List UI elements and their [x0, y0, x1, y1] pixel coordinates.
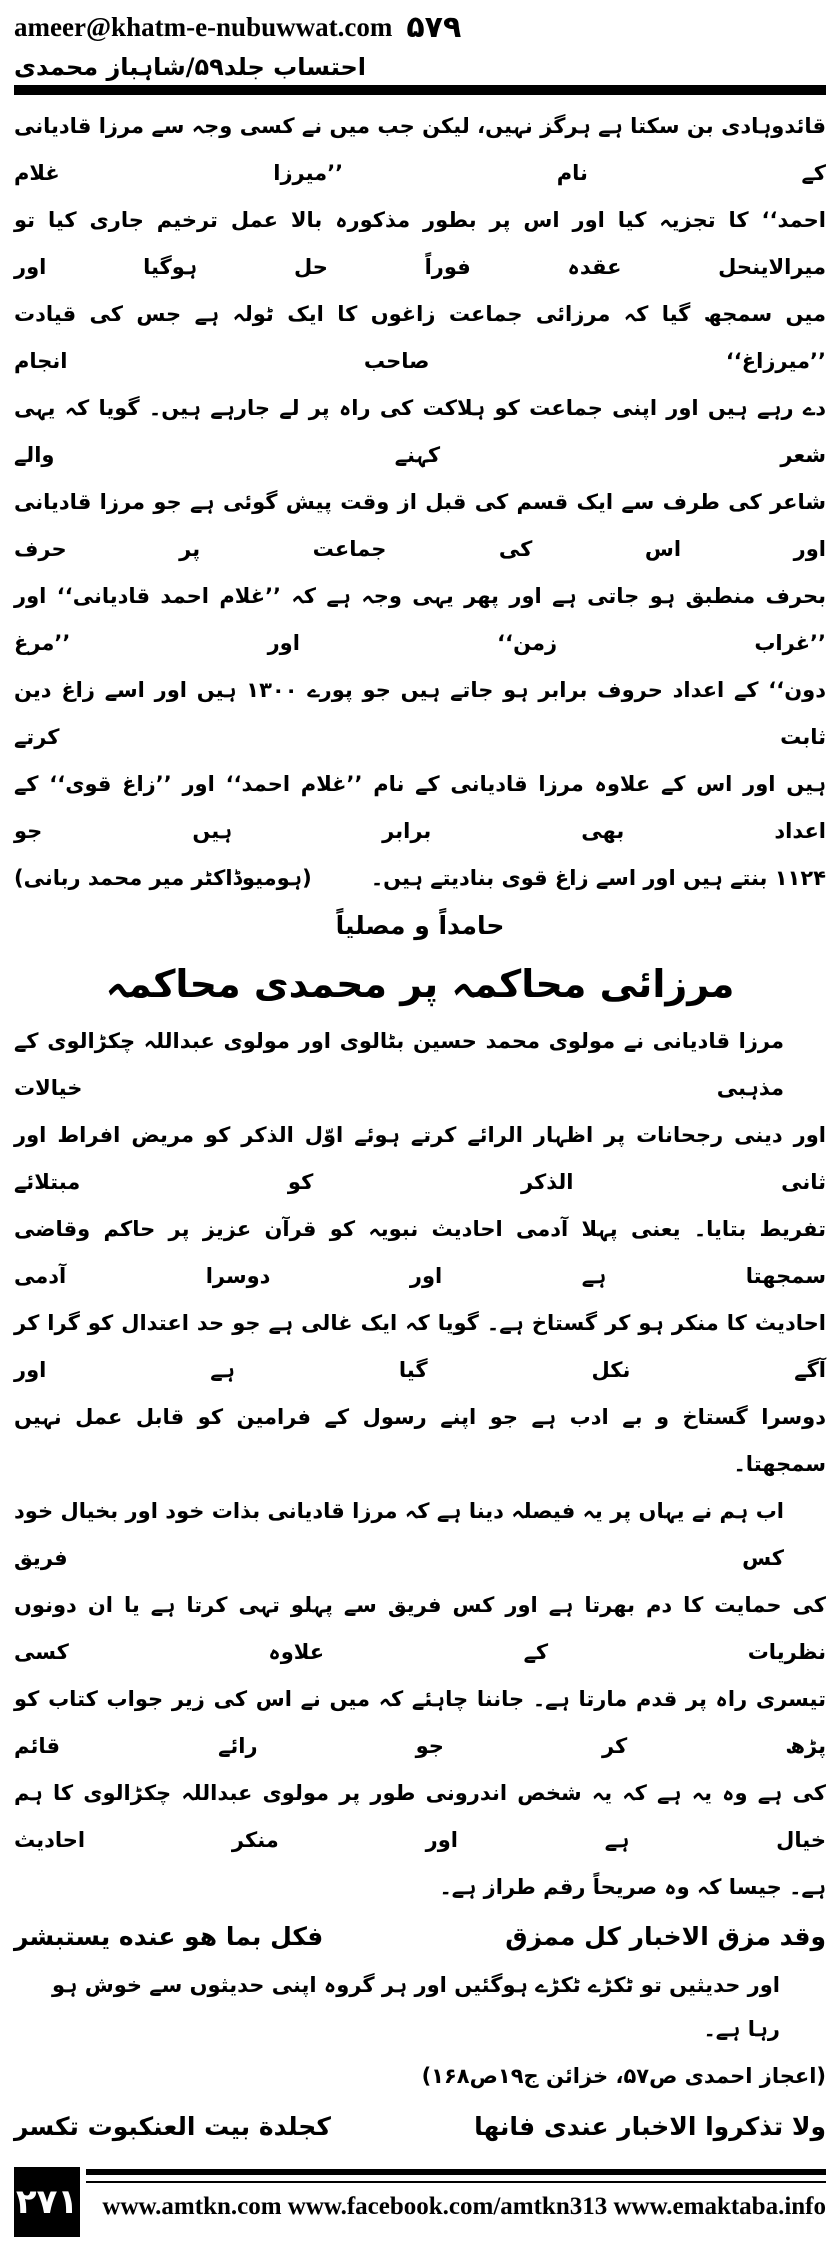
text-line: اب ہم نے یہاں پر یہ فیصلہ دینا ہے کہ مرزا قادیانی بذات خود اور بخیال خود کس فریق	[14, 1499, 784, 1570]
text-line: احمد‘‘ کا تجزیہ کیا اور اس پر بطور مذکورہ بالا عمل ترخیم جاری کیا تو میرالاینحل عقدہ فوراً حل ہوگیا اور	[14, 208, 826, 279]
footer-rule	[86, 2181, 826, 2183]
header-book-title: احتساب جلد۵۹/شاہباز محمدی	[14, 53, 367, 81]
header-rule	[14, 85, 826, 95]
verse-hemistich: کجلدة بیت العنکبوت تکسر	[14, 2112, 331, 2141]
header	[14, 10, 826, 81]
text-line: دے رہے ہیں اور اپنی جماعت کو ہلاکت کی راہ پر لے جارہے ہیں۔ گویا کہ یہی شعر کہنے والے	[14, 396, 826, 467]
text-line: قائدوہادی بن سکتا ہے ہرگز نہیں، لیکن جب میں نے کسی وجہ سے مرزا قادیانی کے نام ’’میرزا غلام	[14, 114, 826, 185]
reference: (اعجاز احمدی ص۵۷، خزائن ج۱۹ص۱۶۸)	[421, 2064, 826, 2088]
header-left	[14, 10, 461, 45]
text-line: بحرف منطبق ہو جاتی ہے اور پھر یہی وجہ ہے کہ ’’غلام احمد قادیانی‘‘ اور ’’غراب زمن‘‘ اور ’’مرغ	[14, 584, 826, 655]
verse-1-translation: اور حدیثیں تو ٹکڑے ٹکڑے ہوگئیں اور ہر گروہ اپنی حدیثوں سے خوش ہو رہا ہے۔	[51, 1973, 780, 2041]
footer	[14, 2153, 826, 2237]
text-line: کی حمایت کا دم بھرتا ہے اور کس فریق سے پہلو تہی کرتا ہے یا ان دونوں نظریات کے علاوہ کسی	[14, 1593, 826, 1664]
text-line: مرزا قادیانی نے مولوی محمد حسین بٹالوی اور مولوی عبداللہ چکڑالوی کے مذہبی خیالات	[14, 1029, 784, 1100]
text-line: میں سمجھ گیا کہ مرزائی جماعت زاغوں کا ایک ٹولہ ہے جس کی قیادت ’’میرزاغ‘‘ صاحب انجام	[14, 302, 826, 373]
attribution: (ہومیوڈاکٹر میر محمد ربانی)	[14, 866, 312, 890]
footer-rule	[86, 2169, 826, 2175]
footer-right	[86, 2167, 826, 2237]
section1	[14, 103, 826, 902]
verse-hemistich: ولا تذکروا الاخبار عندی فانها	[474, 2112, 826, 2141]
text-line: تیسری راہ پر قدم مارتا ہے۔ جاننا چاہئے کہ میں نے اس کی زیر جواب کتاب کو پڑھ کر جو رائے قائم	[14, 1687, 826, 1758]
header-email: ameer@khatm-e-nubuwwat.com	[14, 12, 393, 42]
text-line: تفریط بتایا۔ یعنی پہلا آدمی احادیث نبویہ کو قرآن عزیز پر حاکم وقاضی سمجھتا ہے اور دوسرا آدمی	[14, 1217, 826, 1288]
text-line: اور دینی رجحانات پر اظہار الرائے کرتے ہوئے اوّل الذکر کو مریض افراط اور ثانی الذکر کو مبتلائے	[14, 1123, 826, 1194]
verse-hemistich: فکل بما هو عنده یستبشر	[14, 1922, 324, 1951]
footer-page-number: ۲۷۱	[14, 2167, 80, 2237]
text-line: ہے۔ جیسا کہ وہ صریحاً رقم طراز ہے۔	[439, 1875, 826, 1899]
text-line: ہیں اور اس کے علاوہ مرزا قادیانی کے نام ’’غلام احمد‘‘ اور ’’زاغ قوی‘‘ کے اعداد بھی برابر ہیں جو	[14, 772, 826, 843]
text-line-last	[14, 855, 826, 902]
verse-hemistich: وقد مزق الاخبار کل ممزق	[505, 1922, 826, 1951]
text-line: کی ہے وہ یہ ہے کہ یہ شخص اندرونی طور پر مولوی عبداللہ چکڑالوی کا ہم خیال ہے اور منکر احادیث	[14, 1781, 826, 1852]
verse-2	[14, 2101, 826, 2153]
text-line: دوسرا گستاخ و بے ادب ہے جو اپنے رسول کے فرامین کو قابل عمل نہیں سمجھتا۔	[14, 1405, 826, 1476]
section-title: مرزائی محاکمہ پر محمدی محاکمہ	[105, 962, 735, 1006]
section2	[14, 1018, 826, 1911]
footer-urls: www.amtkn.com www.facebook.com/amtkn313 www.emaktaba.info	[102, 2193, 826, 2220]
text-line: دون‘‘ کے اعداد حروف برابر ہو جاتے ہیں جو پورے ۱۳۰۰ ہیں اور اسے زاغ دین ثابت کرتے	[14, 678, 826, 749]
header-page-number: ۵۷۹	[406, 10, 462, 45]
text-line: احادیث کا منکر ہو کر گستاخ ہے۔ گویا کہ ایک غالی ہے جو حد اعتدال کو گرا کر آگے نکل گیا ہے اور	[14, 1311, 826, 1382]
text-line: شاعر کی طرف سے ایک قسم کی قبل از وقت پیش گوئی ہے جو مرزا قادیانی اور اس کی جماعت پر حرف	[14, 490, 826, 561]
text-line: ۱۱۲۴ بنتے ہیں اور اسے زاغ قوی بنادیتے ہیں۔	[370, 866, 826, 890]
verse-1	[14, 1911, 826, 1963]
invocation: حامداً و مصلیاً	[335, 911, 505, 940]
